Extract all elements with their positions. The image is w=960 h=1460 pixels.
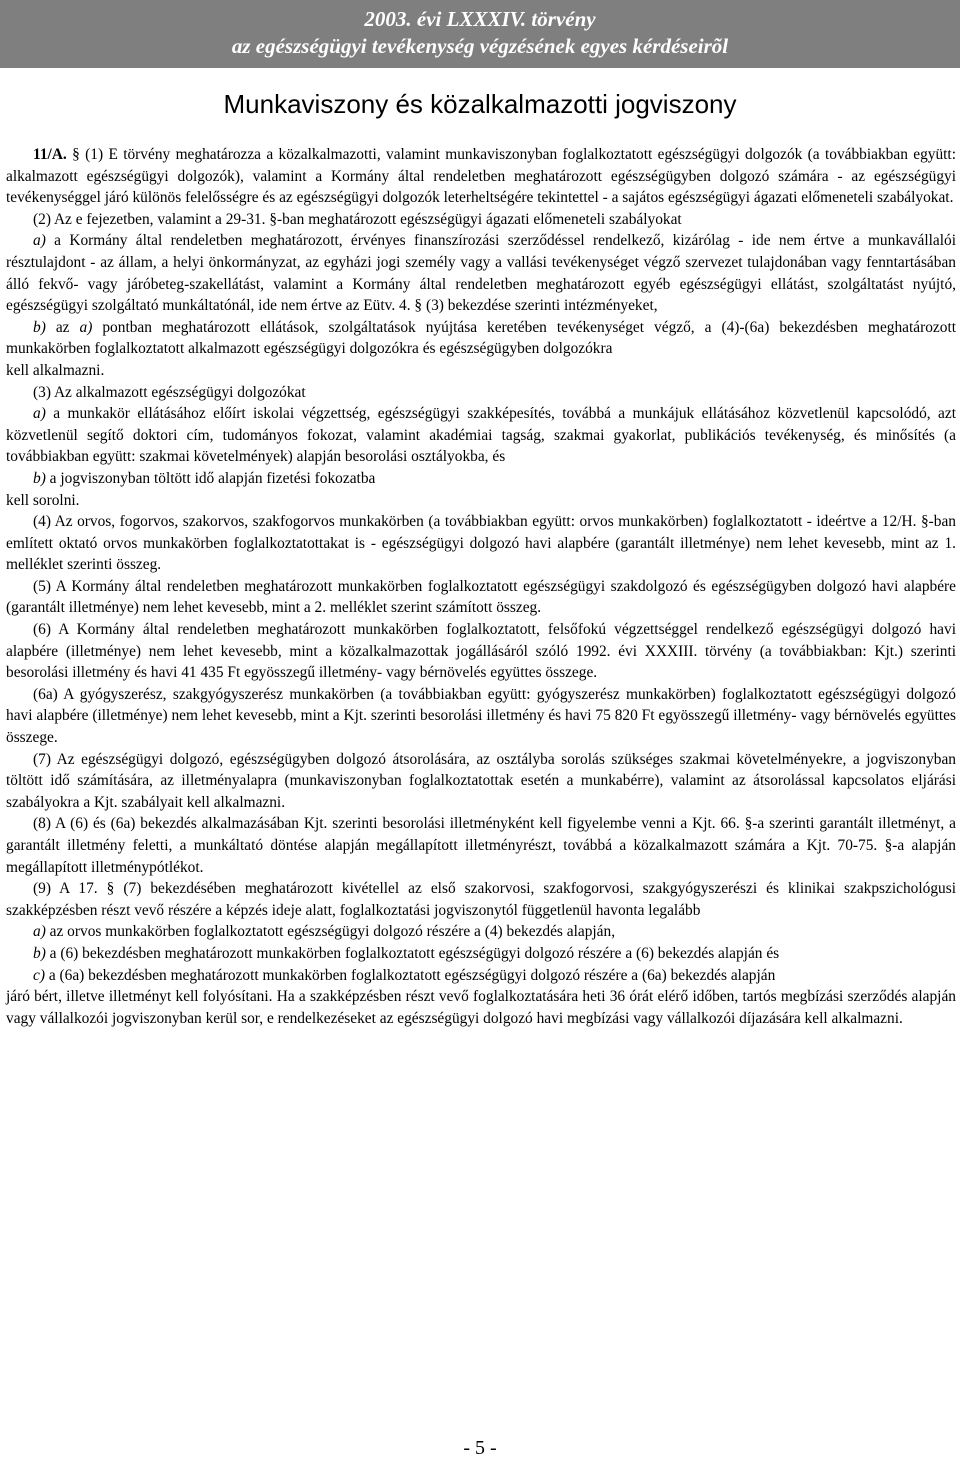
point-text: a munkakör ellátásához előírt iskolai végzettség, egészségügyi szakképesítés, továbbá a munkájuk ellátásához közvetlenül kapcsolódó, azt közvetlenül segítő doktori cím, tudományos fokozat, valamint akadémiai tagság, szakmai gyakorlat, publikációs tevékenység, és minősítés (a továbbiakban együtt: szakmai követelmények) alapján besorolási osztályokba, és [6,405,956,466]
point-2a [6,230,956,316]
paragraph-text: § (1) E törvény meghatározza a közalkalmazotti, valamint munkaviszonyban foglalkoztatott egészségügyi dolgozók (a továbbiakban együtt: alkalmazott egészségügyi dolgozók), valamint a Kormány által rendeletben meghatározott egészségügyben dolgozó számára - az egészségügyi tevékenységgel járó különös felelősségre és az egészségügyi dolgozók leterheltségére tekintettel - a sajátos egészségügyi ágazati előmeneteli szabályokat. [6,146,956,207]
paragraph-2 [6,209,956,231]
point-marker: b) [33,944,46,962]
paragraph-6a: (6a) A gyógyszerész, szakgyógyszerész munkakörben (a továbbiakban együtt: gyógyszerész munkakörben) foglalkoztatott egészségügyi dolgozó havi alapbére (illetménye) nem lehet kevesebb, mint a Kjt. szerinti besorolási illetmény és havi 75 820 Ft egyösszegű illetmény- vagy bérnövelés együttes összege. [6,685,956,747]
paragraph-3-end: kell sorolni. [6,491,80,509]
paragraph-3: (3) Az alkalmazott egészségügyi dolgozókat [33,383,306,401]
point-text: a jogviszonyban töltött idő alapján fizetési fokozatba [45,469,376,487]
point-text: a Kormány által rendeletben meghatározott, érvényes finanszírozási szerződéssel rendelkező, kizárólag - ide nem értve a munkavállalói résztulajdont - az állam, a helyi önkormányzat, az egyházi jogi személy vagy a vallási tevékenységet végző szervezet tulajdonában vagy fenntartásában álló fekvő- vagy járóbeteg-szakellátást, valamint a Kormány által rendeletben meghatározott egyéb egészségügyi ellátást, szolgáltatást nyújtó, egészségügyi szolgáltató munkáltatónál, ide nem értve az Eütv. 4. § (3) bekezdése szerinti intézményeket, [6,232,956,315]
point-3a [6,403,956,468]
paragraph-7: (7) Az egészségügyi dolgozó, egészségügyben dolgozó átsorolására, az osztályba sorolás szükséges szakmai követelményekre, a jogviszonyban töltött idő számítására, az illetményalapra (munkaviszonyban foglalkoztatottak esetén a munkabérre), valamint az átsorolással kapcsolatos eljárási szabályokra a Kjt. szabályait kell alkalmazni. [6,750,956,811]
point-marker: c) [33,966,45,984]
paragraph-9: (9) A 17. § (7) bekezdésében meghatározott kivétellel az első szakorvosi, szakfogorvosi, szakgyógyszerészi és klinikai szakpszichológusi szakképzésben részt vevő részére a képzés ideje alatt, foglalkoztatási jogviszonytól függetlenül havonta legalább [6,880,956,919]
paragraph-2-end: kell alkalmazni. [6,361,105,379]
point-text: a (6) bekezdésben meghatározott munkakörben foglalkoztatott egészségügyi dolgozó részére a (6) bekezdés alapján és [45,944,780,962]
point-text: a (6a) bekezdésben meghatározott munkakörben foglalkoztatott egészségügyi dolgozó részére a (6a) bekezdés alapján [44,966,776,984]
point-marker: b) [33,318,46,336]
point-marker: a) [33,923,46,941]
paragraph-4: (4) Az orvos, fogorvos, szakorvos, szakfogorvos munkakörben (a továbbiakban együtt: orvos munkakörben) foglalkoztatott - ideértve a 12/H. §-ban említett oktató orvos munkakörben foglalkoztatottakat is - egészségügyi dolgozó havi alapbére (garantált illetménye) nem lehet kevesebb, mint az 1. melléklet szerinti összeg. [6,513,956,574]
section-number: 11/A. [33,146,67,163]
point-reference: a) [79,318,93,336]
point-text: az [45,318,80,336]
point-marker: a) [33,232,46,250]
paragraph-8: (8) A (6) és (6a) bekezdés alkalmazásában Kjt. szerinti besorolási illetményként kell figyelembe venni a Kjt. 66. §-a szerinti garantált illetményt, a garantált illetmény feletti, a munkáltató döntése alapján megállapított illetményrészt, továbbá a közalkalmazott számára a Kjt. 70-75. §-a alapján megállapított illetménypótlékot. [6,815,956,876]
point-9c [6,965,956,987]
paragraph-6: (6) A Kormány által rendeletben meghatározott munkakörben foglalkoztatott, felsőfokú végzettséggel rendelkező egészségügyi dolgozó havi alapbére (illetménye) nem lehet kevesebb, mint a közalkalmazottak jogállásáról szóló 1992. évi XXXIII. törvény (a továbbiakban: Kjt.) szerinti besorolási illetmény és havi 41 435 Ft egyösszegű illetmény- vagy bérnövelés együttes összege. [6,621,956,682]
paragraph-9-end: járó bért, illetve illetményt kell folyósítani. Ha a szakképzésben részt vevő foglalkoztatására heti 36 órát elérő időben, tartós megbízási szerződés alapján vagy vállalkozói jogviszonyban kerül sor, e rendelkezéseket az egészségügyi dolgozó havi megbízási vagy vállalkozói díjazására kell alkalmazni. [6,988,956,1027]
point-2b [6,317,956,360]
paragraph-5: (5) A Kormány által rendeletben meghatározott munkakörben foglalkoztatott egészségügyi szakdolgozó és egészségügyben dolgozó havi alapbére (garantált illetménye) nem lehet kevesebb, mint a 2. melléklet szerint számított összeg. [6,577,956,617]
point-marker: a) [33,405,46,423]
page-number: - 5 - [463,1437,497,1459]
document-body [6,144,956,1029]
header-band [0,0,960,68]
law-subtitle: az egészségügyi tevékenység végzésének egyes kérdéseirõl [231,34,729,58]
law-title: 2003. évi LXXXIV. törvény [364,7,596,31]
point-marker: b) [33,469,46,487]
paragraph-1 [6,144,956,209]
paragraph-text: (2) Az e fejezetben, valamint a 29-31. §-ban meghatározott egészségügyi ágazati előmeneteli szabályokat [33,210,682,228]
point-9a [6,921,956,943]
point-text: pontban meghatározott ellátások, szolgáltatások nyújtása keretében tevékenységet végző, a (4)-(6a) bekezdésben meghatározott munkakörben foglalkoztatott alkalmazott egészségügyi dolgozókra és egészségügyben dolgozókra [6,318,956,358]
section-title: Munkaviszony és közalkalmazotti jogviszony [223,89,737,119]
point-3b [6,468,956,490]
point-text: az orvos munkakörben foglalkoztatott egészségügyi dolgozó részére a (4) bekezdés alapján, [45,923,616,941]
point-9b [6,943,956,965]
